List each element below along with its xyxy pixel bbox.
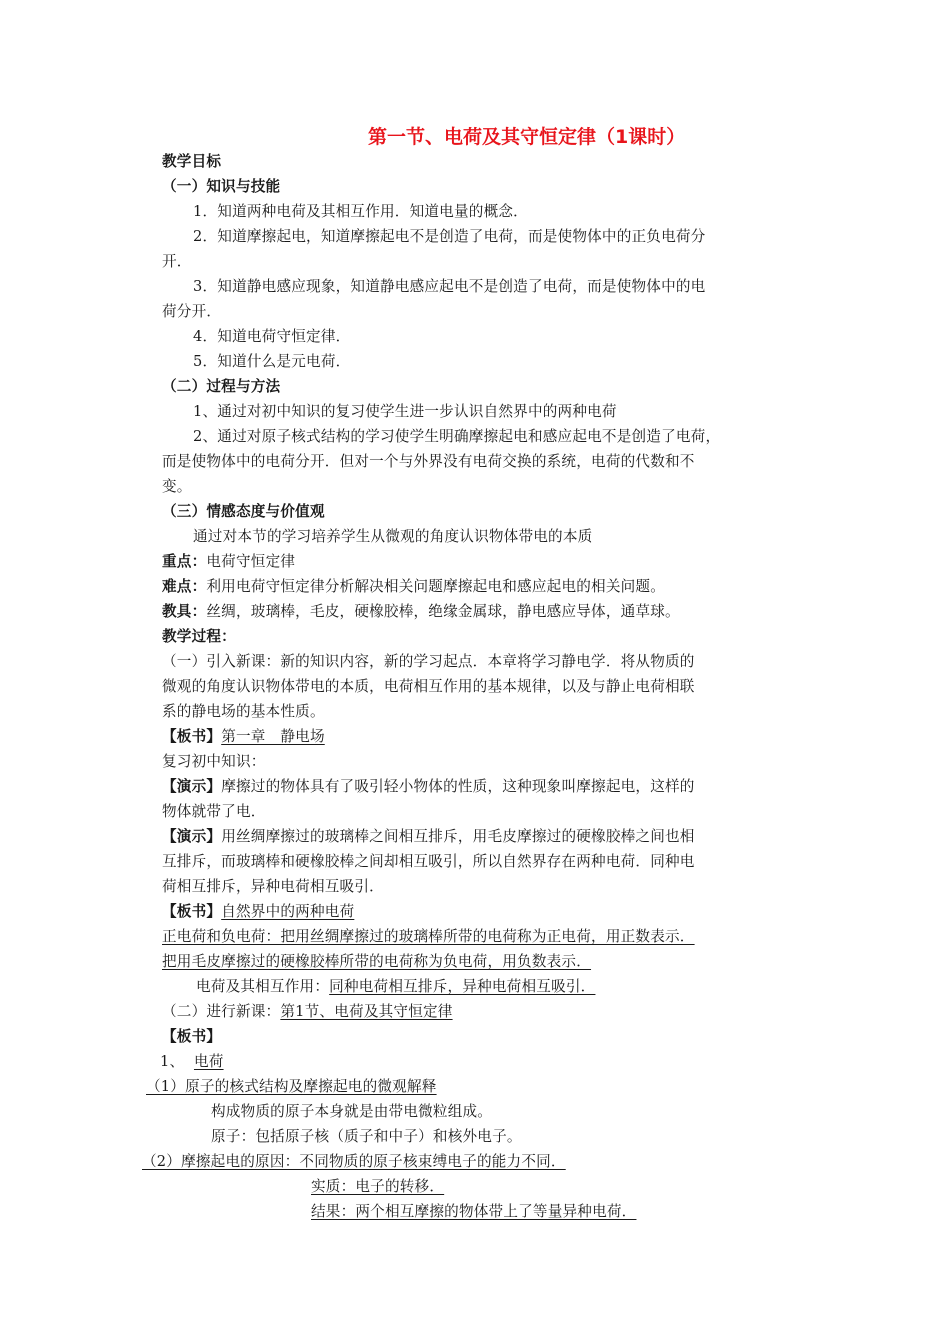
demo-label: 【演示】: [162, 828, 222, 845]
demo-label: 【演示】: [162, 778, 222, 795]
tools-label: 教具：: [162, 603, 207, 620]
key-point-label: 重点：: [162, 553, 207, 570]
process-method-item: 变。: [162, 478, 192, 495]
knowledge-item: 5．知道什么是元电荷．: [193, 353, 351, 370]
interaction-text: 同种电荷相互排斥，异种电荷相互吸引．: [329, 978, 596, 995]
demo-2-line: 互排斥，而玻璃棒和硬橡胶棒之间却相互吸引，所以自然界存在两种电荷．同种电: [162, 853, 695, 870]
difficulty: [162, 577, 665, 597]
board-label: 【板书】: [162, 728, 222, 745]
knowledge-item: 荷分开．: [162, 303, 222, 320]
knowledge-item: 3．知道静电感应现象，知道静电感应起电不是创造了电荷，而是使物体中的电: [193, 278, 706, 295]
intro-line: 系的静电场的基本性质。: [162, 703, 325, 720]
knowledge-heading: （一）知识与技能: [162, 178, 281, 195]
process-method-item: 1、通过对初中知识的复习使学生进一步认识自然界中的两种电荷: [193, 403, 617, 420]
section-1: [160, 1052, 224, 1072]
tools-text: 丝绸，玻璃棒，毛皮，硬橡胶棒，绝缘金属球，静电感应导体，通草球。: [206, 603, 680, 620]
pos-neg-line: 正电荷和负电荷：把用丝绸摩擦过的玻璃棒所带的电荷称为正电荷，用正数表示．: [162, 928, 695, 945]
new-lesson-line: [162, 1002, 453, 1022]
section-title: 电荷: [193, 1053, 224, 1070]
process-method-item: 而是使物体中的电荷分开．但对一个与外界没有电荷交换的系统，电荷的代数和不: [162, 453, 695, 470]
knowledge-item: 开．: [162, 253, 192, 270]
sub-2-result: 结果：两个相互摩擦的物体带上了等量异种电荷．: [311, 1203, 637, 1220]
knowledge-item: 4．知道电荷守恒定律．: [193, 328, 351, 345]
sub-1-heading: （1）原子的核式结构及摩擦起电的微观解释: [146, 1078, 437, 1095]
section-number: 1、: [160, 1053, 185, 1070]
demo-2-line: 荷相互排斥，异种电荷相互吸引．: [162, 878, 384, 895]
objectives-heading: 教学目标: [162, 153, 222, 170]
new-lesson-prefix: （二）进行新课：: [162, 1003, 281, 1020]
sub-2-heading: （2）摩擦起电的原因：不同物质的原子核束缚电子的能力不同．: [142, 1153, 566, 1170]
process-heading: 教学过程：: [162, 628, 236, 645]
difficulty-text: 利用电荷守恒定律分析解决相关问题摩擦起电和感应起电的相关问题。: [206, 578, 665, 595]
demo-1: [162, 777, 695, 797]
board-two-charges-text: 自然界中的两种电荷: [221, 903, 355, 920]
intro-line: （一）引入新课：新的知识内容，新的学习起点．本章将学习静电学．将从物质的: [162, 653, 695, 670]
demo-2: [162, 827, 695, 847]
interaction-line: [196, 977, 595, 997]
intro-line: 微观的角度认识物体带电的本质，电荷相互作用的基本规律，以及与静止电荷相联: [162, 678, 695, 695]
tools: [162, 602, 680, 622]
document-title: 第一节、电荷及其守恒定律（1课时）: [368, 126, 686, 148]
process-method-heading: （二）过程与方法: [162, 378, 281, 395]
sub-1-line: 构成物质的原子本身就是由带电微粒组成。: [211, 1103, 493, 1120]
sub-2-essence: 实质：电子的转移．: [311, 1178, 445, 1195]
demo-text: 摩擦过的物体具有了吸引轻小物体的性质，这种现象叫摩擦起电，这样的: [221, 778, 695, 795]
sub-1-line: 原子：包括原子核（质子和中子）和核外电子。: [211, 1128, 522, 1145]
board-label: 【板书】: [162, 903, 222, 920]
attitude-text: 通过对本节的学习培养学生从微观的角度认识物体带电的本质: [193, 528, 593, 545]
knowledge-item: 2．知道摩擦起电，知道摩擦起电不是创造了电荷，而是使物体中的正负电荷分: [193, 228, 706, 245]
board-label: 【板书】: [162, 1028, 222, 1045]
board-two-charges: [162, 902, 354, 922]
board-chapter-text: 第一章 静电场: [221, 728, 325, 745]
pos-neg-line: 把用毛皮摩擦过的硬橡胶棒所带的电荷称为负电荷，用负数表示．: [162, 953, 592, 970]
review-text: 复习初中知识：: [162, 753, 266, 770]
knowledge-item: 1．知道两种电荷及其相互作用．知道电量的概念．: [193, 203, 528, 220]
new-lesson-text: 第1节、电荷及其守恒定律: [280, 1003, 453, 1020]
key-point-text: 电荷守恒定律: [206, 553, 296, 570]
attitude-heading: （三）情感态度与价值观: [162, 503, 325, 520]
board-chapter: [162, 727, 325, 747]
demo-text: 用丝绸摩擦过的玻璃棒之间相互排斥，用毛皮摩擦过的硬橡胶棒之间也相: [221, 828, 695, 845]
key-point: [162, 552, 295, 572]
demo-1-line: 物体就带了电．: [162, 803, 266, 820]
process-method-item: 2、通过对原子核式结构的学习使学生明确摩擦起电和感应起电不是创造了电荷，: [193, 428, 721, 445]
interaction-prefix: 电荷及其相互作用：: [196, 978, 330, 995]
difficulty-label: 难点：: [162, 578, 207, 595]
